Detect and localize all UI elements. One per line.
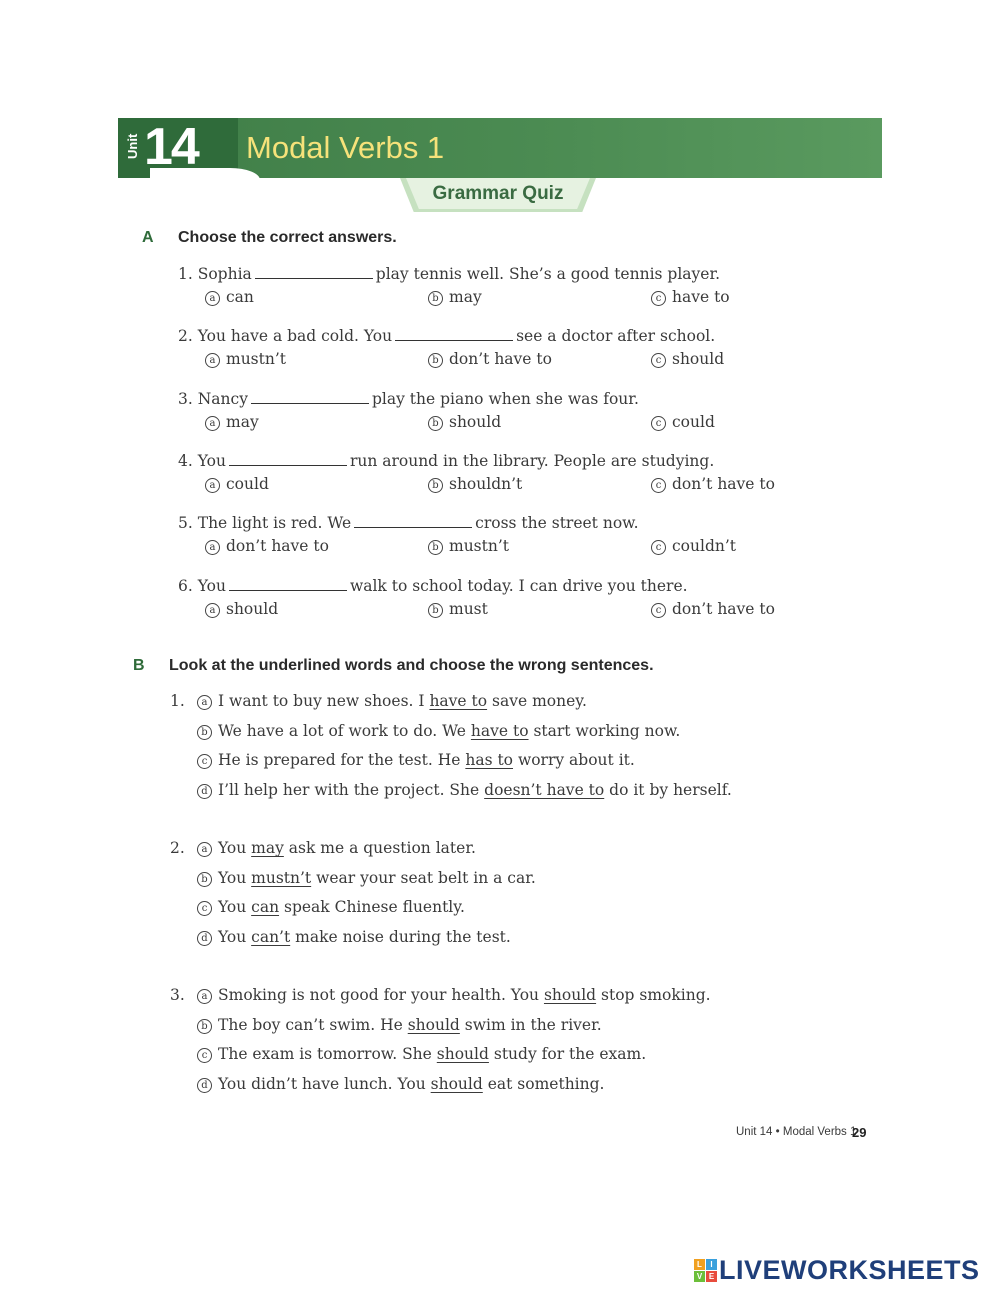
question-2 bbox=[178, 326, 715, 345]
logo-cell: I bbox=[706, 1259, 717, 1270]
sentence-text-after: save money. bbox=[492, 692, 587, 710]
option-text: mustn’t bbox=[226, 350, 287, 368]
sentence-b[interactable] bbox=[197, 1016, 602, 1034]
sentence-c[interactable] bbox=[197, 898, 465, 916]
option-a[interactable] bbox=[205, 600, 278, 618]
option-b[interactable] bbox=[428, 600, 488, 618]
answer-blank[interactable] bbox=[354, 513, 472, 528]
option-marker: a bbox=[205, 540, 220, 555]
option-marker: a bbox=[205, 353, 220, 368]
unit-word: Unit bbox=[125, 133, 140, 159]
sentence-text-after: worry about it. bbox=[517, 751, 635, 769]
question-text-after: play tennis well. She’s a good tennis player. bbox=[375, 265, 721, 283]
option-text: could bbox=[226, 475, 269, 493]
option-text: must bbox=[449, 600, 488, 618]
page-title: Modal Verbs 1 bbox=[246, 130, 445, 165]
option-c[interactable] bbox=[651, 600, 775, 618]
sentence-text-after: swim in the river. bbox=[464, 1015, 602, 1034]
section-b-letter: B bbox=[133, 657, 145, 674]
option-text: have to bbox=[672, 288, 730, 306]
option-marker: b bbox=[428, 478, 443, 493]
group-number: 2. bbox=[170, 839, 185, 857]
underlined-words: mustn’t bbox=[251, 868, 312, 887]
sentence-marker: d bbox=[197, 931, 212, 946]
underlined-words: should bbox=[436, 1045, 489, 1063]
sentence-text-before: The exam is tomorrow. She bbox=[218, 1045, 432, 1063]
option-text: may bbox=[226, 413, 259, 431]
option-marker: b bbox=[428, 603, 443, 618]
brand-name: LIVEWORKSHEETS bbox=[719, 1254, 980, 1285]
section-b-instruction: Look at the underlined words and choose the wrong sentences. bbox=[169, 657, 654, 674]
underlined-words: have to bbox=[429, 692, 488, 710]
underlined-words: has to bbox=[465, 751, 514, 769]
option-b[interactable] bbox=[428, 288, 482, 306]
liveworksheets-logo[interactable] bbox=[694, 1254, 980, 1286]
underlined-words: may bbox=[251, 839, 284, 857]
answer-blank[interactable] bbox=[255, 264, 373, 279]
sentence-marker: a bbox=[197, 989, 212, 1004]
option-text: don’t have to bbox=[672, 475, 775, 493]
option-a[interactable] bbox=[205, 413, 259, 431]
sentence-d[interactable] bbox=[197, 1075, 604, 1093]
sentence-marker: d bbox=[197, 784, 212, 799]
quiz-label: Grammar Quiz bbox=[432, 183, 564, 204]
sentence-text-before: He is prepared for the test. He bbox=[218, 751, 461, 769]
sentence-text-after: ask me a question later. bbox=[288, 839, 476, 857]
question-number: 3. bbox=[178, 390, 193, 408]
option-marker: b bbox=[428, 540, 443, 555]
sentence-marker: c bbox=[197, 901, 212, 916]
logo-cell: V bbox=[694, 1271, 705, 1282]
footer-label bbox=[736, 1126, 856, 1138]
sentence-marker: c bbox=[197, 754, 212, 769]
footer-title: Modal Verbs 1 bbox=[782, 1126, 857, 1138]
sentence-text-before: Smoking is not good for your health. You bbox=[218, 986, 540, 1004]
unit-number: 14 bbox=[144, 118, 198, 176]
sentence-text-after: eat something. bbox=[487, 1074, 605, 1093]
option-marker: c bbox=[651, 478, 666, 493]
option-text: should bbox=[672, 350, 725, 368]
answer-blank[interactable] bbox=[229, 576, 347, 591]
question-text-before: Nancy bbox=[197, 390, 248, 408]
option-b[interactable] bbox=[428, 413, 501, 431]
sentence-a[interactable] bbox=[197, 692, 587, 710]
sentence-text-before: I’ll help her with the project. She bbox=[218, 780, 480, 799]
question-number: 6. bbox=[178, 577, 193, 595]
option-marker: b bbox=[428, 353, 443, 368]
sentence-text-before: You bbox=[218, 868, 247, 887]
underlined-words: can’t bbox=[251, 927, 291, 946]
sentence-marker: b bbox=[197, 725, 212, 740]
question-number: 4. bbox=[178, 452, 193, 470]
option-text: mustn’t bbox=[449, 537, 510, 555]
option-marker: b bbox=[428, 291, 443, 306]
logo-cell: E bbox=[706, 1271, 717, 1282]
logo-cell: L bbox=[694, 1259, 705, 1270]
sentence-marker: a bbox=[197, 842, 212, 857]
option-text: don’t have to bbox=[672, 600, 775, 618]
sentence-marker: d bbox=[197, 1078, 212, 1093]
sentence-text-after: start working now. bbox=[533, 721, 681, 740]
question-text-before: You have a bad cold. You bbox=[197, 327, 393, 345]
question-text-before: The light is red. We bbox=[197, 514, 352, 532]
underlined-words: doesn’t have to bbox=[484, 780, 605, 799]
section-a-instruction: Choose the correct answers. bbox=[178, 229, 397, 246]
sentence-a[interactable] bbox=[197, 986, 711, 1004]
option-a[interactable] bbox=[205, 475, 269, 493]
underlined-words: should bbox=[543, 986, 597, 1004]
section-a-letter: A bbox=[142, 229, 154, 246]
option-c[interactable] bbox=[651, 413, 715, 431]
question-number: 1. bbox=[178, 265, 193, 283]
option-text: couldn’t bbox=[672, 537, 737, 555]
question-text-after: play the piano when she was four. bbox=[371, 390, 639, 408]
option-marker: c bbox=[651, 416, 666, 431]
option-text: should bbox=[449, 413, 502, 431]
option-marker: b bbox=[428, 416, 443, 431]
sentence-c[interactable] bbox=[197, 1045, 646, 1063]
group-number: 1. bbox=[170, 692, 185, 710]
question-text-after: see a doctor after school. bbox=[516, 327, 716, 345]
question-text-after: cross the street now. bbox=[475, 514, 639, 532]
option-marker: a bbox=[205, 603, 220, 618]
option-c[interactable] bbox=[651, 475, 775, 493]
option-text: may bbox=[449, 288, 482, 306]
option-a[interactable] bbox=[205, 350, 286, 368]
option-b[interactable] bbox=[428, 350, 552, 368]
sentence-text-before: You bbox=[218, 898, 247, 916]
sentence-text-after: do it by herself. bbox=[609, 780, 732, 799]
option-text: can bbox=[226, 288, 254, 306]
sentence-text-before: The boy can’t swim. He bbox=[218, 1015, 403, 1034]
answer-blank[interactable] bbox=[251, 389, 369, 404]
answer-blank[interactable] bbox=[395, 326, 513, 341]
footer-separator: • bbox=[775, 1126, 780, 1138]
sentence-text-before: You didn’t have lunch. You bbox=[218, 1074, 426, 1093]
group-number: 3. bbox=[170, 986, 185, 1004]
answer-blank[interactable] bbox=[229, 451, 347, 466]
option-marker: c bbox=[651, 353, 666, 368]
sentence-d[interactable] bbox=[197, 928, 511, 946]
underlined-words: have to bbox=[470, 721, 529, 740]
option-c[interactable] bbox=[651, 350, 724, 368]
underlined-words: should bbox=[430, 1074, 483, 1093]
sentence-a[interactable] bbox=[197, 839, 476, 857]
logo-grid-icon bbox=[694, 1259, 717, 1282]
option-a[interactable] bbox=[205, 288, 254, 306]
option-marker: c bbox=[651, 540, 666, 555]
option-text: don’t have to bbox=[226, 537, 329, 555]
option-c[interactable] bbox=[651, 537, 736, 555]
question-number: 2. bbox=[178, 327, 193, 345]
sentence-text-after: stop smoking. bbox=[601, 986, 711, 1004]
option-marker: a bbox=[205, 416, 220, 431]
question-1 bbox=[178, 264, 720, 283]
option-b[interactable] bbox=[428, 537, 509, 555]
sentence-text-after: speak Chinese fluently. bbox=[283, 898, 465, 916]
sentence-text-after: study for the exam. bbox=[493, 1045, 647, 1063]
option-b[interactable] bbox=[428, 475, 522, 493]
option-text: could bbox=[672, 413, 715, 431]
sentence-marker: b bbox=[197, 872, 212, 887]
question-number: 5. bbox=[178, 514, 193, 532]
option-text: should bbox=[226, 600, 279, 618]
question-text-before: Sophia bbox=[197, 265, 252, 283]
question-3 bbox=[178, 389, 639, 408]
page-number: 29 bbox=[852, 1125, 867, 1140]
sentence-text-after: make noise during the test. bbox=[295, 927, 511, 946]
sentence-b[interactable] bbox=[197, 722, 680, 740]
question-4 bbox=[178, 451, 714, 470]
sentence-d[interactable] bbox=[197, 781, 732, 799]
sentence-marker: b bbox=[197, 1019, 212, 1034]
question-5 bbox=[178, 513, 639, 532]
option-marker: c bbox=[651, 603, 666, 618]
underlined-words: can bbox=[251, 898, 280, 916]
sentence-text-after: wear your seat belt in a car. bbox=[316, 868, 536, 887]
sentence-text-before: You bbox=[218, 927, 247, 946]
question-6 bbox=[178, 576, 688, 595]
option-marker: c bbox=[651, 291, 666, 306]
underlined-words: should bbox=[407, 1015, 460, 1034]
option-marker: a bbox=[205, 478, 220, 493]
option-a[interactable] bbox=[205, 537, 329, 555]
sentence-c[interactable] bbox=[197, 751, 635, 769]
sentence-text-before: You bbox=[218, 839, 247, 857]
sentence-b[interactable] bbox=[197, 869, 536, 887]
sentence-text-before: We have a lot of work to do. We bbox=[218, 721, 466, 740]
question-text-after: run around in the library. People are studying. bbox=[349, 452, 715, 470]
footer-unit: Unit 14 bbox=[736, 1126, 773, 1138]
question-text-before: You bbox=[197, 577, 226, 595]
question-text-after: walk to school today. I can drive you there. bbox=[349, 577, 688, 595]
sentence-marker: a bbox=[197, 695, 212, 710]
option-marker: a bbox=[205, 291, 220, 306]
option-text: don’t have to bbox=[449, 350, 552, 368]
option-text: shouldn’t bbox=[449, 475, 523, 493]
question-text-before: You bbox=[197, 452, 226, 470]
sentence-text-before: I want to buy new shoes. I bbox=[218, 692, 425, 710]
sentence-marker: c bbox=[197, 1048, 212, 1063]
option-c[interactable] bbox=[651, 288, 730, 306]
